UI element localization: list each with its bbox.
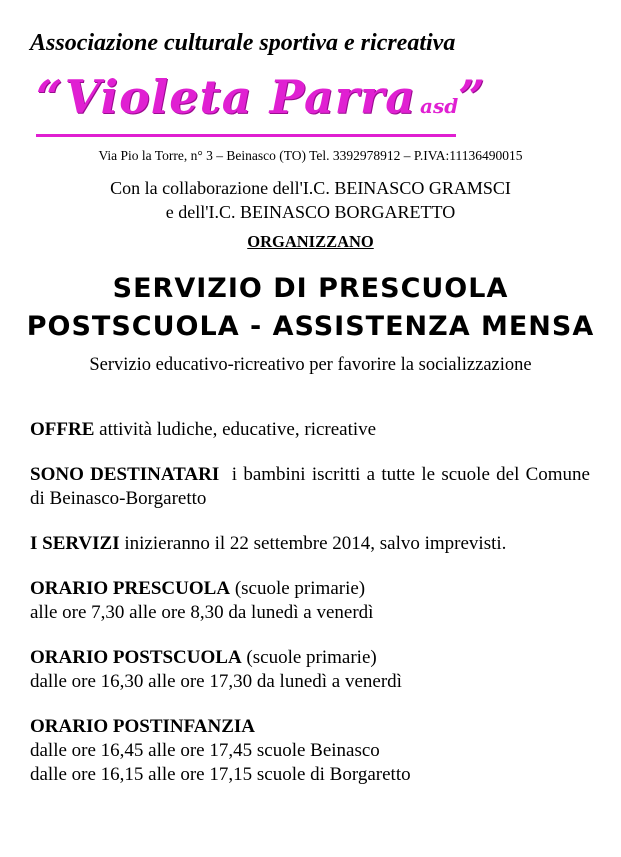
prescuola-hours: alle ore 7,30 alle ore 8,30 da lunedì a venerdì (30, 602, 374, 623)
subtitle: Servizio educativo-ricreativo per favorire la socializzazione (89, 355, 532, 375)
servizi-label: I SERVIZI (30, 533, 120, 554)
postscuola-paragraph (30, 646, 590, 694)
postinfanzia-hours-beinasco: dalle ore 16,45 alle ore 17,45 scuole Beinasco (30, 740, 380, 761)
brand-logo (36, 70, 486, 137)
destinatari-label: SONO DESTINATARI (30, 464, 220, 485)
postscuola-hours: dalle ore 16,30 alle ore 17,30 da lunedì a venerdì (30, 671, 402, 692)
organize-label: ORGANIZZANO (247, 232, 374, 251)
collaboration-line-2: e dell'I.C. BEINASCO BORGARETTO (165, 202, 456, 222)
title-line-2: POSTSCUOLA - ASSISTENZA MENSA (26, 311, 595, 342)
destinatari-text: i bambini iscritti a tutte le scuole del Comune di Beinasco-Borgaretto (30, 464, 595, 509)
prescuola-note: (scuole primarie) (230, 578, 366, 599)
main-title (0, 270, 621, 346)
postinfanzia-paragraph (30, 715, 590, 787)
offre-text: attività ludiche, educative, ricreative (94, 419, 377, 440)
address-line: Via Pio la Torre, n° 3 – Beinasco (TO) Tel. 3392978912 – P.IVA:11136490015 (98, 148, 523, 163)
brand-name: Violeta Parra (64, 70, 417, 124)
collaboration-line-1: Con la collaborazione dell'I.C. BEINASCO GRAMSCI (110, 178, 511, 198)
postinfanzia-label: ORARIO POSTINFANZIA (30, 716, 256, 737)
prescuola-label: ORARIO PRESCUOLA (30, 578, 231, 599)
association-heading: Associazione culturale sportiva e ricreativa (30, 30, 456, 56)
prescuola-paragraph (30, 577, 590, 625)
destinatari-paragraph (30, 463, 595, 511)
brand-suffix: asd (420, 94, 459, 118)
offre-label: OFFRE (30, 419, 95, 440)
brand-close-quote: ” (458, 70, 486, 124)
postscuola-note: (scuole primarie) (241, 647, 377, 668)
postscuola-label: ORARIO POSTSCUOLA (30, 647, 242, 668)
brand-open-quote: “ (36, 70, 65, 124)
info-body (30, 418, 595, 808)
title-line-1: SERVIZIO DI PRESCUOLA (112, 273, 509, 304)
servizi-paragraph (30, 532, 590, 556)
collaboration-block (0, 176, 621, 224)
servizi-text: inizieranno il 22 settembre 2014, salvo imprevisti. (119, 533, 507, 554)
postinfanzia-hours-borgaretto: dalle ore 16,15 alle ore 17,15 scuole di Borgaretto (30, 764, 411, 785)
offre-paragraph (30, 418, 590, 442)
